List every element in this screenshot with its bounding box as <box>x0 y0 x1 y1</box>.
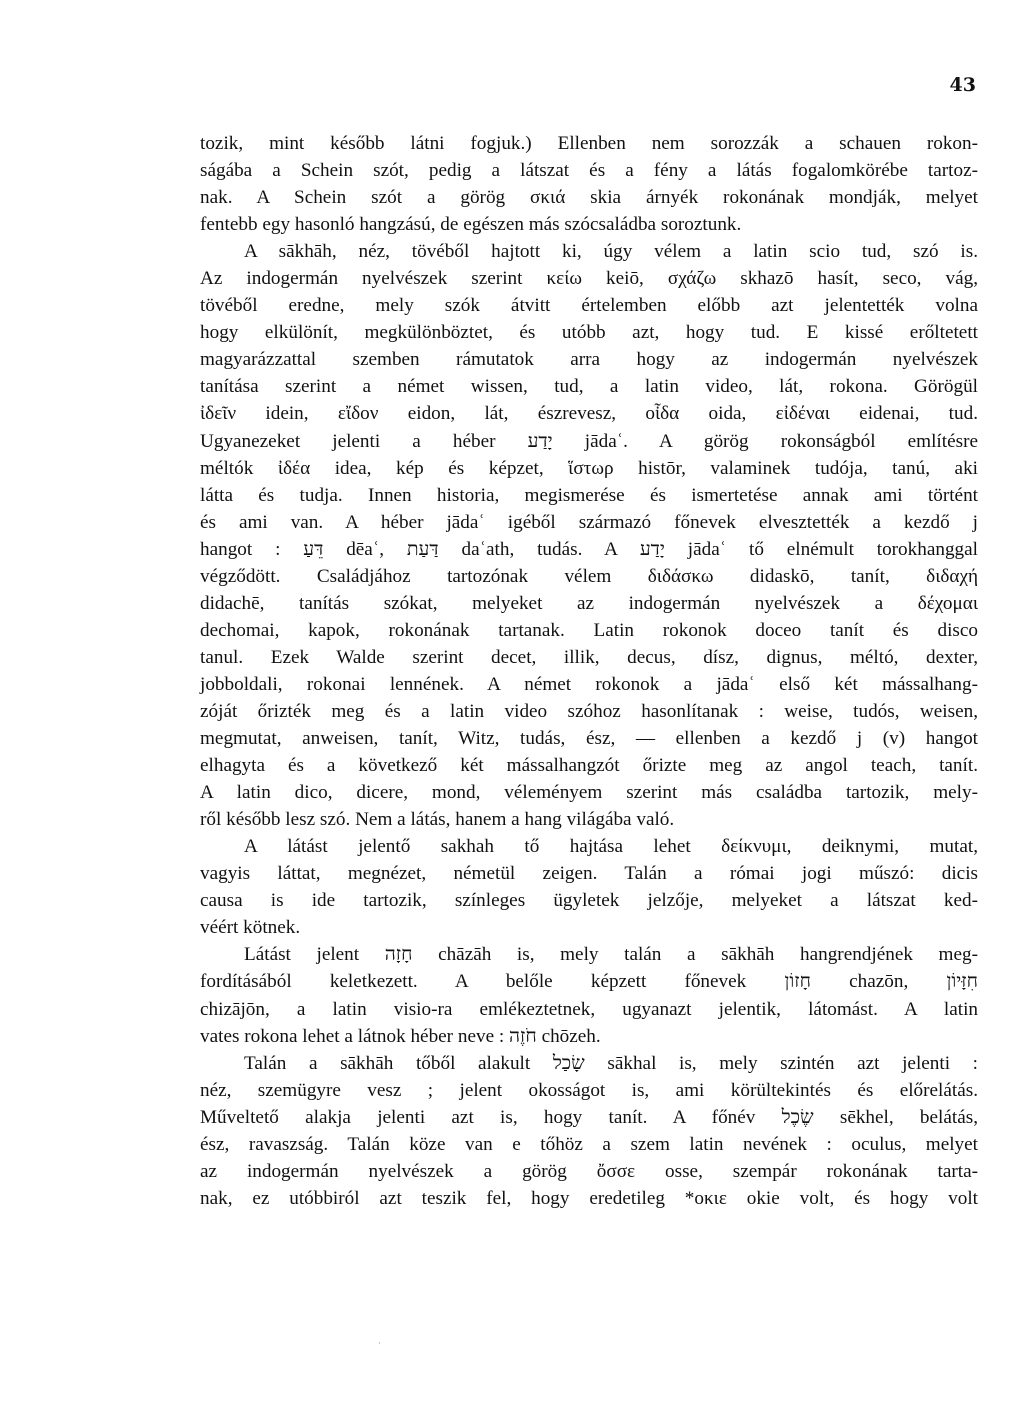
text-line: ész, ravaszság. Talán köze van e tőhöz a szem latin nevének : oculus, melyet <box>200 1133 978 1155</box>
text-line: Ugyanezeket jelenti a héber יָדַע jādaʿ. A görög rokonságból említésre <box>200 430 978 452</box>
text-line: elhagyta és a következő két mássalhangzót őrizte meg az angol teach, tanít. <box>200 755 978 777</box>
text-line: tövéből eredne, mely szók átvitt értelemben előbb azt jelentették volna <box>200 295 978 317</box>
text-line: didachē, tanítás szókat, melyeket az indogermán nyelvészek a δέχομαι <box>200 592 978 614</box>
text-line: ἰδεῖν idein, εἴδον eidon, lát, észrevesz, οἶδα oida, εἰδέναι eidenai, tud. <box>200 403 978 425</box>
text-line: dechomai, kapok, rokonának tartanak. Latin rokonok doceo tanít és disco <box>200 619 978 641</box>
text-line: hangot : דֵּעַ dēaʿ, דַּעַת daʿath, tudás. A יָדַע jādaʿ tő elnémult torokhanggal <box>200 538 978 560</box>
text-line: tozik, mint később látni fogjuk.) Ellenben nem sorozzák a schauen rokon- <box>200 133 978 154</box>
text-line: vates rokona lehet a látnok héber neve : חֹזֶה chōzeh. <box>200 1025 601 1047</box>
text-line: A látást jelentő sakhah tő hajtása lehet δείκνυμι, deiknymi, mutat, <box>244 836 978 858</box>
text-line: vagyis láttat, megnézet, németül zeigen. Talán a római jogi műszó: dicis <box>200 863 978 885</box>
text-line: nak. A Schein szót a görög σκιά skia árnyék rokonának mondják, melyet <box>200 187 978 209</box>
text-line: Műveltető alakja jelenti azt is, hogy tanít. A főnév שֶׂכֶל sēkhel, belátás, <box>200 1106 978 1128</box>
text-line: látta és tudja. Innen historia, megismerése és ismertetése annak ami történt <box>200 484 978 506</box>
text-line: nak, ez utóbbiról azt teszik fel, hogy eredetileg *οκιε okie volt, és hogy volt <box>200 1187 978 1209</box>
text-line: megmutat, anweisen, tanít, Witz, tudás, ész, — ellenben a kezdő j (v) hangot <box>200 728 978 750</box>
text-line: végződött. Családjához tartozónak vélem διδάσκω didaskō, tanít, διδαχή <box>200 565 978 587</box>
text-line: chizājōn, a latin visio-ra emlékeztetnek, ugyanazt jelentik, látomást. A latin <box>200 998 978 1020</box>
text-line: méltók ἰδέα idea, kép és képzet, ἵστωρ histōr, valaminek tudója, tanú, aki <box>200 457 978 479</box>
text-line: és ami van. A héber jādaʿ igéből származó főnevek elvesztették a kezdő j <box>200 511 978 533</box>
text-line: ságába a Schein szót, pedig a látszat és a fény a látás fogalomkörébe tartoz- <box>200 160 978 182</box>
body-text <box>200 130 978 1212</box>
text-line: hogy elkülönít, megkülönböztet, és utóbb azt, hogy tud. E kissé erőltetett <box>200 322 978 344</box>
text-line: néz, szemügyre vesz ; jelent okosságot is, ami körültekintés és előrelátás. <box>200 1079 978 1101</box>
text-line: véért kötnek. <box>200 917 301 939</box>
text-line: fentebb egy hasonló hangzású, de egészen más szócsaládba soroztunk. <box>200 214 742 236</box>
text-line: ről később lesz szó. Nem a látás, hanem a hang világába való. <box>200 809 675 831</box>
text-line: A sākhāh, néz, tövéből hajtott ki, úgy vélem a latin scio tud, szó is. <box>244 241 978 263</box>
text-line: tanul. Ezek Walde szerint decet, illik, decus, dísz, dignus, méltó, dexter, <box>200 646 978 668</box>
page-number: 43 <box>949 74 976 96</box>
text-line: Az indogermán nyelvészek szerint κείω keiō, σχάζω skhazō hasít, seco, vág, <box>200 268 978 290</box>
text-line: Talán a sākhāh tőből alakult שָׂכַל sākhal is, mely szintén azt jelenti : <box>244 1052 978 1074</box>
text-line: fordításából keletkezett. A belőle képzett főnevek חָזוֹן chazōn, חִזָּיוֹן <box>200 971 978 993</box>
text-line: az indogermán nyelvészek a görög ὄσσε osse, szempár rokonának tarta- <box>200 1160 978 1182</box>
text-line: jobboldali, rokonai lennének. A német rokonok a jādaʿ első két mássalhang- <box>200 673 978 695</box>
text-line: Látást jelent חָזָה chāzāh is, mely talán a sākhāh hangrendjének meg- <box>244 944 978 966</box>
scan-speck: · <box>378 1338 381 1348</box>
text-line: A latin dico, dicere, mond, véleményem szerint más családba tartozik, mely- <box>200 782 978 804</box>
text-line: magyarázzattal szemben rámutatok arra hogy az indogermán nyelvészek <box>200 349 978 371</box>
text-line: zóját őrizték meg és a latin video szóhoz hasonlítanak : weise, tudós, weisen, <box>200 700 978 722</box>
text-line: causa is ide tartozik, színleges ügyletek jelzője, melyeket a látszat ked- <box>200 890 978 912</box>
text-line: tanítása szerint a német wissen, tud, a latin video, lát, rokona. Görögül <box>200 376 978 398</box>
